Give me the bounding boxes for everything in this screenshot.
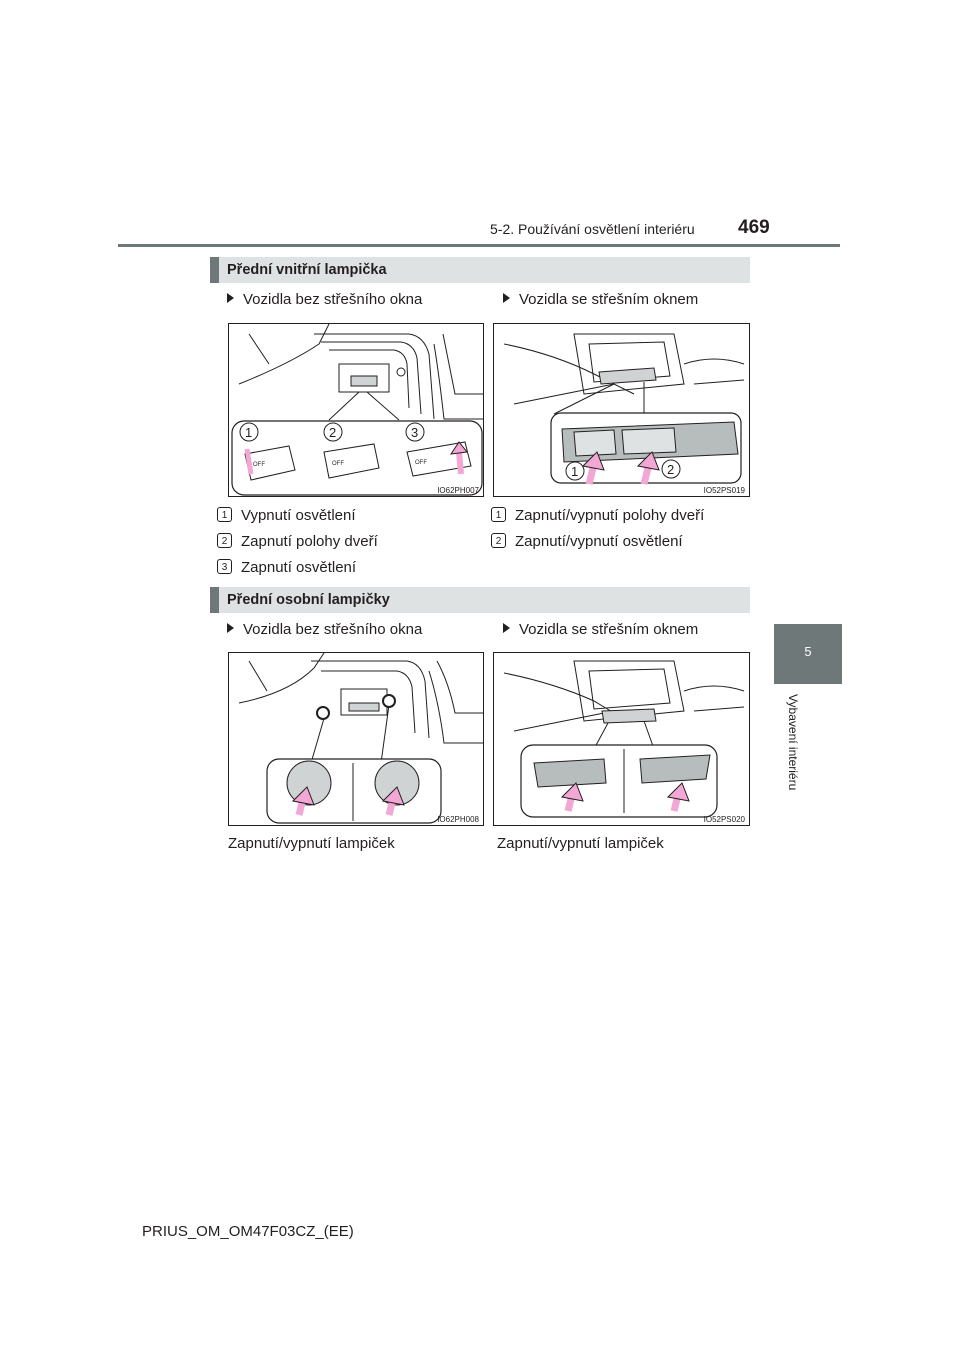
item-number: 1 [491,507,506,522]
list-item [217,507,356,524]
figure-interior-light-moonroof [493,323,750,497]
list-item [491,507,704,524]
item-text: Zapnutí/vypnutí polohy dveří [515,507,705,524]
interior-light-switch-illustration [229,324,484,497]
item-number: 1 [217,507,232,522]
subtitle-text: Vozidla bez střešního okna [243,291,423,308]
item-text: Zapnutí osvětlení [241,559,357,576]
personal-lights-moonroof-illustration [494,653,750,826]
chapter-number: 5 [804,644,812,659]
personal-light-button-right [640,755,710,783]
item-number: 3 [217,559,232,574]
triangle-bullet-icon [503,293,510,303]
item-text: Vypnutí osvětlení [241,507,356,524]
subtitle-moonroof [503,621,698,638]
caption-right: Zapnutí/vypnutí lampiček [497,835,664,852]
svg-text:OFF: OFF [332,461,344,467]
heading-front-interior-light: Přední vnitřní lampička [210,257,750,283]
subtitle-text: Vozidla se střešním oknem [519,291,699,308]
figure-personal-lights-no-moonroof [228,652,484,826]
subtitle-no-moonroof [227,291,422,308]
svg-text:OFF: OFF [253,462,265,468]
document-code: PRIUS_OM_OM47F03CZ_(EE) [142,1223,354,1240]
header-rule [118,244,840,247]
chapter-label: Vybavení interiéru [786,694,800,791]
item-text: Zapnutí polohy dveří [241,533,378,550]
triangle-bullet-icon [503,623,510,633]
item-number: 2 [217,533,232,548]
interior-light-moonroof-illustration [494,324,750,497]
figure-code: IO62PH007 [437,486,479,495]
personal-lights-illustration [229,653,484,826]
callout-3: 3 [411,425,419,440]
door-position-button [574,430,616,456]
figure-personal-lights-moonroof [493,652,750,826]
personal-light-button-left [534,759,606,787]
section-title: 5-2. Používání osvětlení interiéru [490,221,695,237]
callout-2: 2 [329,425,337,440]
callout-1: 1 [245,425,253,440]
list-item [491,533,683,550]
heading-front-personal-lights: Přední osobní lampičky [210,587,750,613]
svg-text:OFF: OFF [415,460,427,466]
callout-1: 1 [571,464,579,479]
figure-code: IO62PH008 [437,815,479,824]
light-toggle-button [622,428,676,454]
figure-interior-light-no-moonroof [228,323,484,497]
figure-code: IO52PS020 [703,815,745,824]
subtitle-no-moonroof [227,621,422,638]
list-item [217,533,378,550]
callout-2: 2 [667,462,675,477]
item-number: 2 [491,533,506,548]
triangle-bullet-icon [227,623,234,633]
subtitle-moonroof [503,291,698,308]
list-item [217,559,356,576]
subtitle-text: Vozidla se střešním oknem [519,621,699,638]
figure-code: IO52PS019 [703,486,745,495]
subtitle-text: Vozidla bez střešního okna [243,621,423,638]
page-number: 469 [738,217,770,238]
item-text: Zapnutí/vypnutí osvětlení [515,533,683,550]
caption-left: Zapnutí/vypnutí lampiček [228,835,395,852]
triangle-bullet-icon [227,293,234,303]
